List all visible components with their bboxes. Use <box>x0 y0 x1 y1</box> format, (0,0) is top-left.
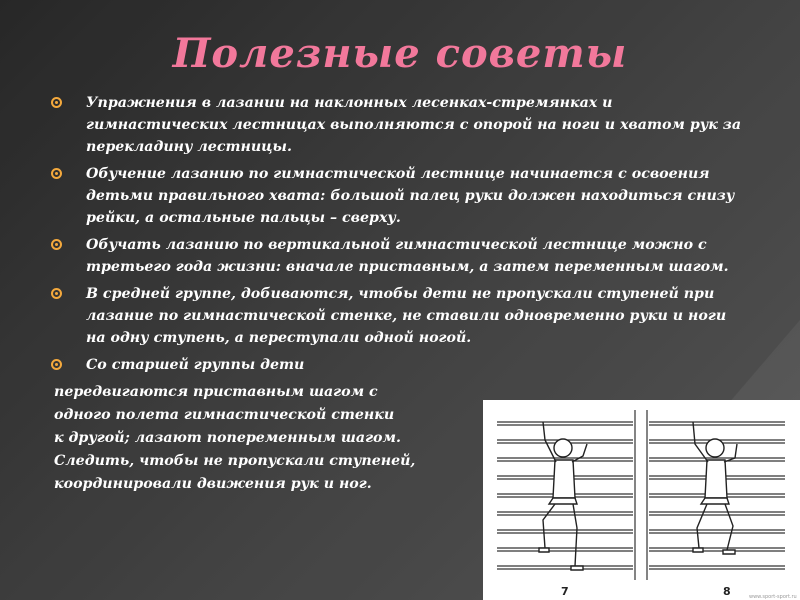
list-item <box>48 92 748 158</box>
bullet-icon <box>51 239 62 250</box>
watermark: www.sport-sport.ru <box>749 594 797 600</box>
list-item <box>48 354 748 376</box>
bullet-icon <box>51 97 62 108</box>
continuation-line: к другой; лазают попеременным шагом. <box>54 430 401 446</box>
list-item-text: В средней группе, добиваются, чтобы дети не пропускали ступеней при лазание по гимнастической стенке, не ставили одновременно руки и ноги на одну ступень, а переступали одной ногой. <box>86 286 727 346</box>
list-item-text: Обучать лазанию по вертикальной гимнастической лестнице можно с третьего года жизни: вначале приставным, а затем переменным шагом. <box>86 237 729 275</box>
climbing-figures-svg <box>483 400 800 600</box>
list-item-text: Со старшей группы дети <box>86 357 305 373</box>
child-figure-right <box>693 422 737 554</box>
figure-label-8: 8 <box>723 585 731 598</box>
bullet-icon <box>51 359 62 370</box>
bullet-icon <box>51 288 62 299</box>
page-title: Полезные советы <box>172 30 628 77</box>
figure-label-7: 7 <box>561 585 569 598</box>
list-item-text: Обучение лазанию по гимнастической лестнице начинается с освоения детьми правильного хвата: большой палец руки должен находиться снизу рейки, а остальные пальцы – сверху. <box>86 166 735 226</box>
list-item <box>48 283 748 349</box>
continuation-line: передвигаются приставным шагом с <box>54 384 378 400</box>
continuation-line: координировали движения рук и ног. <box>54 476 372 492</box>
list-item <box>48 163 748 229</box>
list-item-text: Упражнения в лазании на наклонных лесенках-стремянках и гимнастических лестницах выполняются с опорой на ноги и хватом рук за перекладину лестницы. <box>86 95 742 155</box>
climbing-illustration <box>483 400 800 600</box>
list-item <box>48 234 748 278</box>
continuation-line: одного полета гимнастической стенки <box>54 407 395 423</box>
bullet-icon <box>51 168 62 179</box>
continuation-line: Следить, чтобы не пропускали ступеней, <box>54 453 416 469</box>
